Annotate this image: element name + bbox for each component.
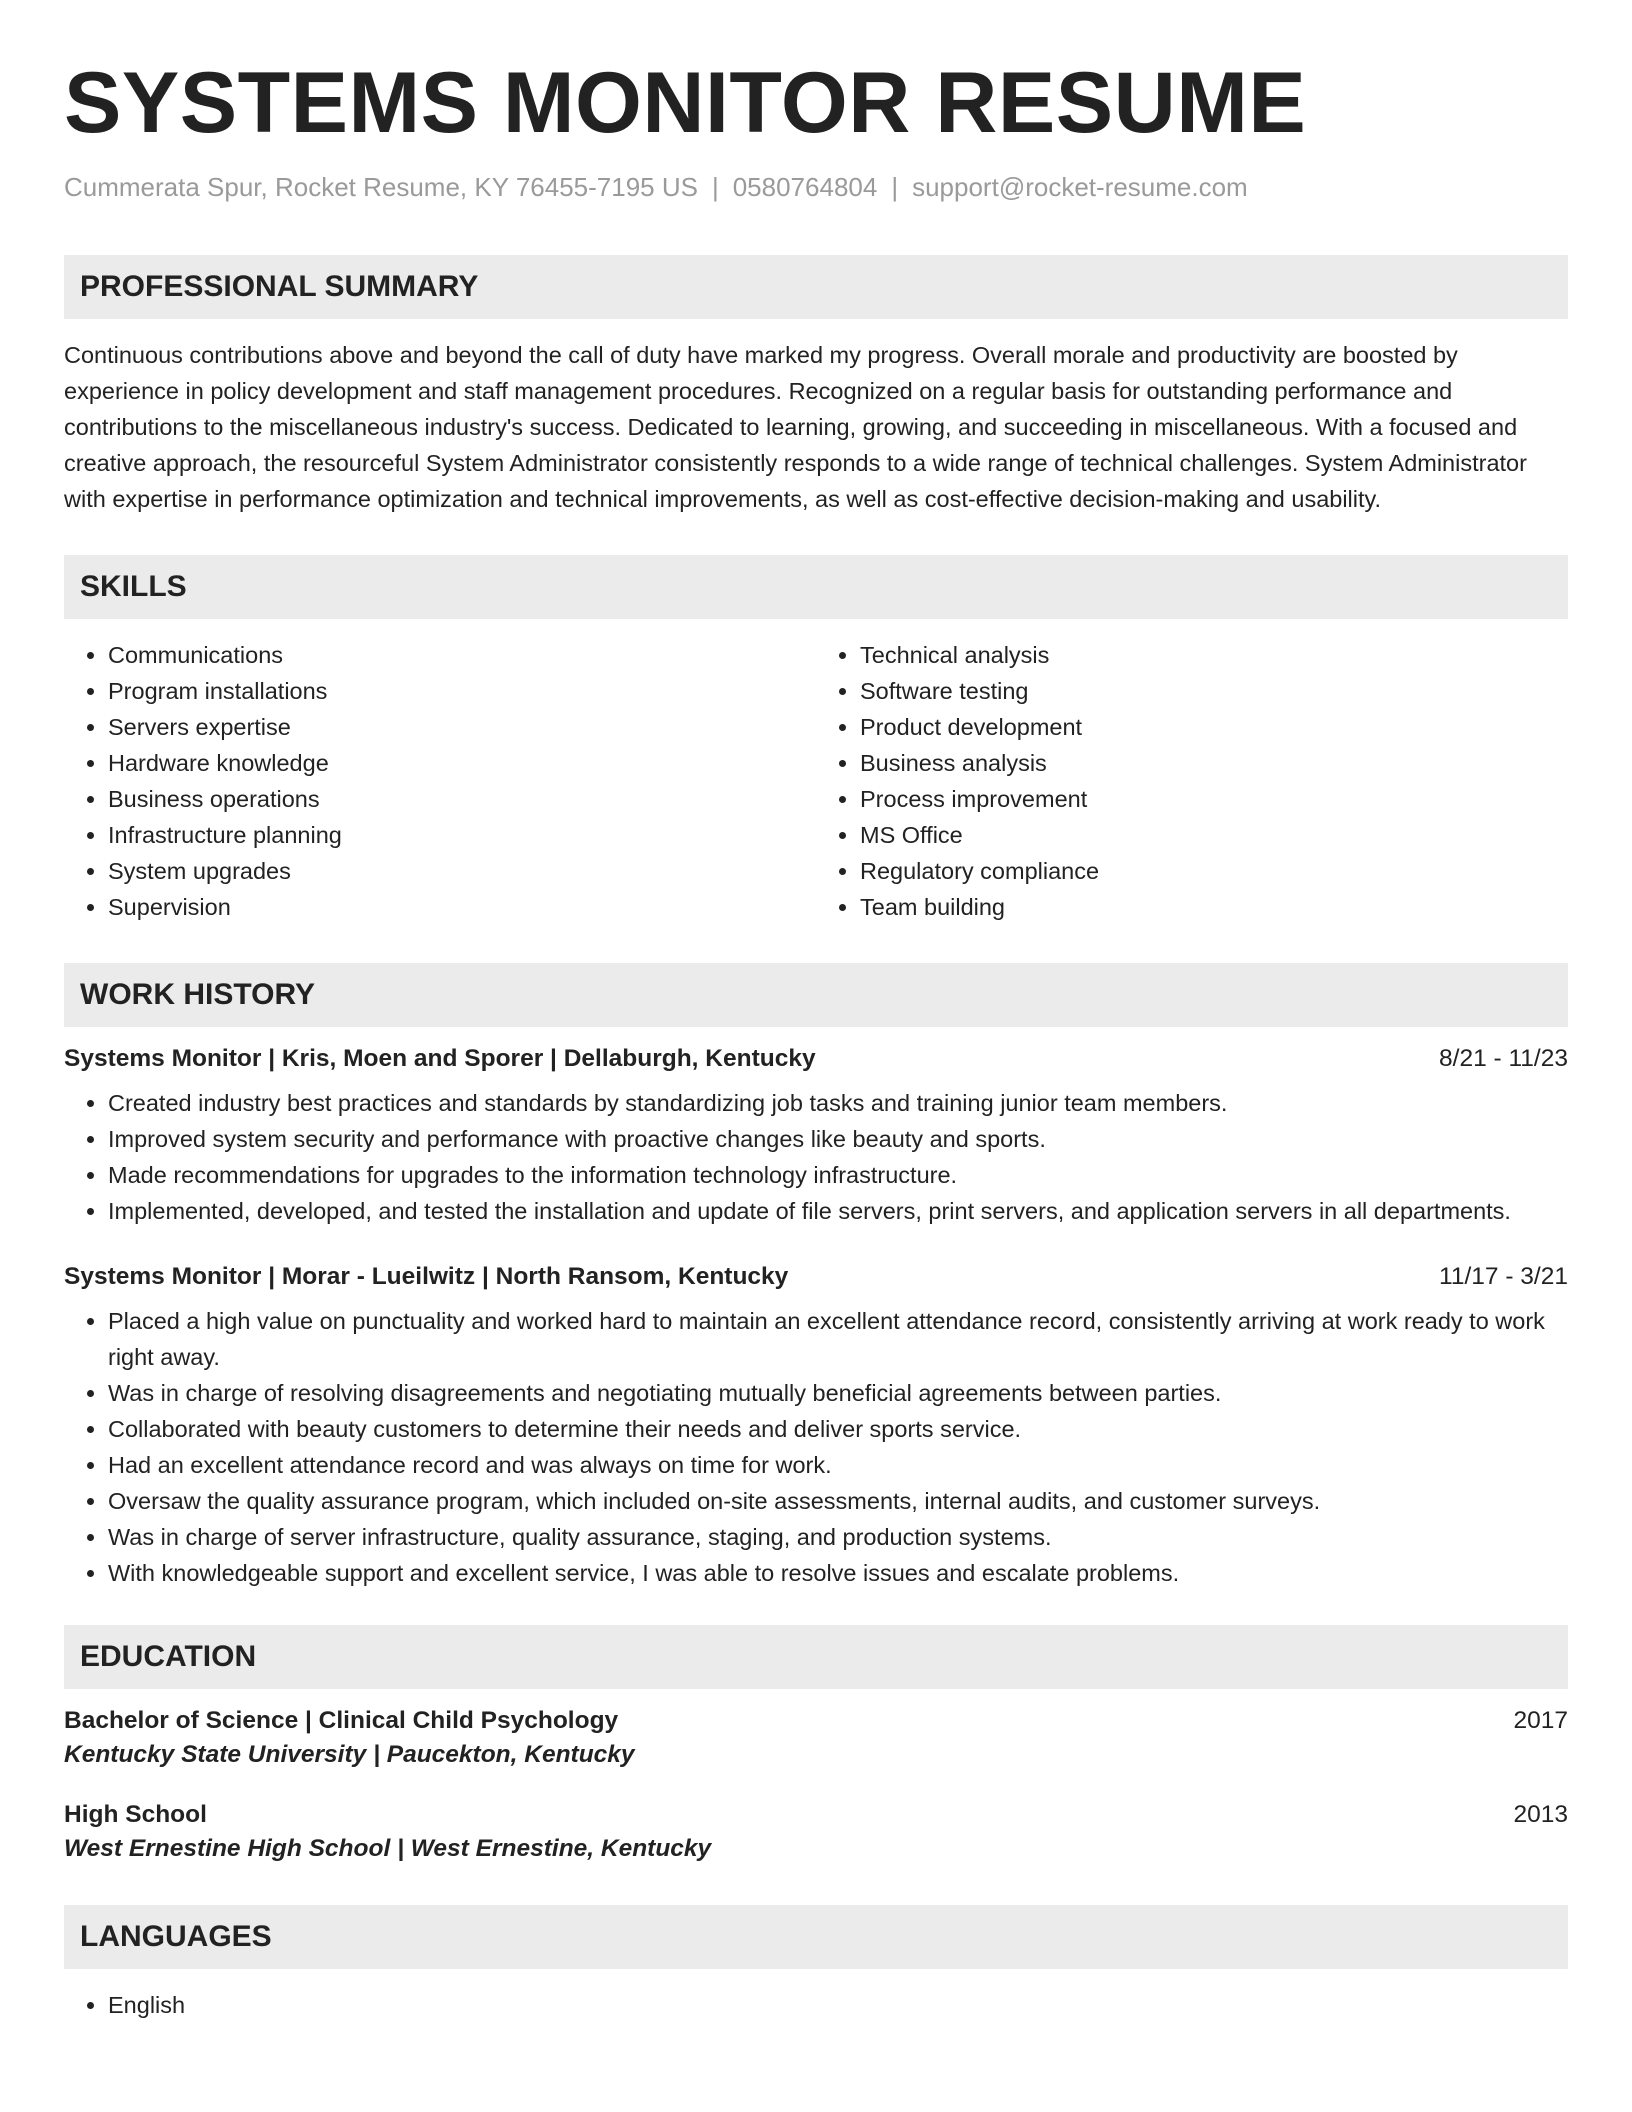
section-heading-work: WORK HISTORY — [64, 963, 1568, 1027]
education-degree: Bachelor of Science | Clinical Child Psychology — [64, 1707, 619, 1735]
job-bullet: • Created industry best practices and standards by standardizing job tasks and training junior team members. — [108, 1085, 1568, 1121]
skill-item: • Regulatory compliance — [860, 853, 1568, 889]
skill-item: • System upgrades — [108, 853, 816, 889]
section-heading-languages: LANGUAGES — [64, 1905, 1568, 1969]
skill-item: • Program installations — [108, 673, 816, 709]
skills-list — [64, 637, 1568, 925]
skill-item: • Supervision — [108, 889, 816, 925]
skill-item: • Team building — [860, 889, 1568, 925]
skills-column-right — [816, 637, 1568, 925]
job-bullet: • Made recommendations for upgrades to the information technology infrastructure. — [108, 1157, 1568, 1193]
job-bullet: • Had an excellent attendance record and was always on time for work. — [108, 1447, 1568, 1483]
education-header — [64, 1707, 1568, 1735]
language-item: • English — [108, 1987, 1568, 2023]
section-heading-education: EDUCATION — [64, 1625, 1568, 1689]
summary-text: Continuous contributions above and beyond the call of duty have marked my progress. Overall morale and productivity are boosted by experience in policy development and staff management procedures. Recognized on a regular basis for outstanding performance and contributions to the miscellaneous industry's success. Dedicated to learning, growing, and succeeding in miscellaneous. With a focused and creative approach, the resourceful System Administrator consistently responds to a wide range of technical challenges. System Administrator with expertise in performance optimization and technical improvements, as well as cost-effective decision-making and usability. — [64, 342, 1527, 513]
job-title: Systems Monitor | Morar - Lueilwitz | North Ransom, Kentucky — [64, 1263, 789, 1291]
education-header — [64, 1801, 1568, 1829]
skill-item: • Servers expertise — [108, 709, 816, 745]
skill-item: • MS Office — [860, 817, 1568, 853]
job-title: Systems Monitor | Kris, Moen and Sporer | Dellaburgh, Kentucky — [64, 1045, 816, 1073]
skill-item: • Hardware knowledge — [108, 745, 816, 781]
skill-item: • Product development — [860, 709, 1568, 745]
job-bullet: • Oversaw the quality assurance program, which included on-site assessments, internal audits, and customer surveys. — [108, 1483, 1568, 1519]
skill-item: • Technical analysis — [860, 637, 1568, 673]
skill-item: • Software testing — [860, 673, 1568, 709]
skill-item: • Communications — [108, 637, 816, 673]
education-year: 2017 — [1513, 1707, 1568, 1735]
section-heading-skills: SKILLS — [64, 555, 1568, 619]
contact-separator: | — [711, 172, 719, 203]
job-dates: 11/17 - 3/21 — [1439, 1263, 1568, 1291]
job-entry — [64, 1263, 1568, 1591]
section-heading-summary: PROFESSIONAL SUMMARY — [64, 255, 1568, 319]
skill-item: • Process improvement — [860, 781, 1568, 817]
education-entry — [64, 1707, 1568, 1773]
job-header — [64, 1045, 1568, 1073]
skills-column-left — [64, 637, 816, 925]
job-bullet: • With knowledgeable support and excellent service, I was able to resolve issues and escalate problems. — [108, 1555, 1568, 1591]
job-bullet: • Placed a high value on punctuality and worked hard to maintain an excellent attendance record, consistently arriving at work ready to work right away. — [108, 1303, 1568, 1375]
job-bullet: • Implemented, developed, and tested the installation and update of file servers, print servers, and application servers in all departments. — [108, 1193, 1568, 1229]
education-year: 2013 — [1513, 1801, 1568, 1829]
job-bullets — [64, 1085, 1568, 1229]
contact-address: Cummerata Spur, Rocket Resume, KY 76455-7195 US — [64, 172, 698, 203]
contact-email: support@rocket-resume.com — [912, 172, 1248, 203]
job-entry — [64, 1045, 1568, 1229]
skill-item: • Business analysis — [860, 745, 1568, 781]
job-dates: 8/21 - 11/23 — [1439, 1045, 1568, 1073]
job-bullets — [64, 1303, 1568, 1591]
job-header — [64, 1263, 1568, 1291]
job-bullet: • Collaborated with beauty customers to determine their needs and deliver sports service. — [108, 1411, 1568, 1447]
job-bullet: • Was in charge of resolving disagreements and negotiating mutually beneficial agreements between parties. — [108, 1375, 1568, 1411]
skill-item: • Business operations — [108, 781, 816, 817]
education-degree: High School — [64, 1801, 207, 1829]
languages-list — [64, 1987, 1568, 2023]
education-entry — [64, 1801, 1568, 1867]
contact-phone: 0580764804 — [732, 172, 878, 203]
resume-title: SYSTEMS MONITOR RESUME — [64, 55, 1307, 151]
contact-separator: | — [891, 172, 899, 203]
education-school: Kentucky State University | Paucekton, Kentucky — [64, 1741, 635, 1769]
job-bullet: • Was in charge of server infrastructure, quality assurance, staging, and production systems. — [108, 1519, 1568, 1555]
job-bullet: • Improved system security and performance with proactive changes like beauty and sports. — [108, 1121, 1568, 1157]
education-school: West Ernestine High School | West Ernestine, Kentucky — [64, 1835, 712, 1863]
contact-line — [64, 172, 1568, 203]
skill-item: • Infrastructure planning — [108, 817, 816, 853]
